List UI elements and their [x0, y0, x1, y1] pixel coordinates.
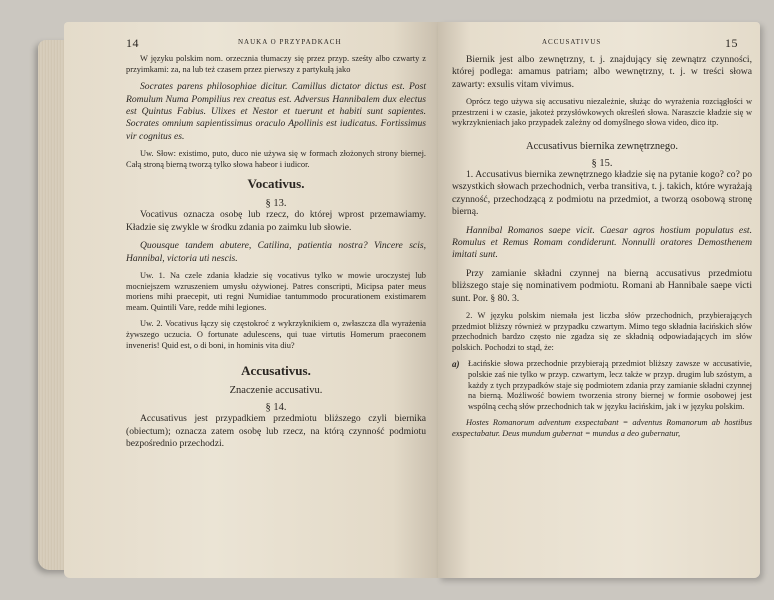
left-paragraph-5: Quousque tandem abutere, Catilina, patientia nostra? Vincere scis, Hannibal, victoria uti nescis. — [126, 240, 426, 264]
left-note-3: Uw. 2. Vocativus łączy się częstokroć z wykrzyknikiem o, zwłaszcza dla wyrażenia żywszego uczucia. O fortunate adulescens, qui tuae virtutis Homerum praeconem inveneris! Quid est, o di boni, in hominis vita diu? — [126, 319, 426, 350]
left-page — [64, 22, 438, 578]
list-item-a — [452, 359, 752, 412]
list-item-a-label: a) — [452, 359, 460, 370]
list-item-a-text: Łacińskie słowa przechodnie przybierają przedmiot bliższy zawsze w accusativie, polskie zaś nie tylko w przyp. czwartym, lecz także w przyp. drugim lub szóstym, a każdy z tych przypadków staje się podmiotem zdania przy zamianie składni czynnej na bierną. Możliwość bowiem tworzenia strony biernej w formie osobowej jest wspólną cechą słów przechodnich tak w języku łacińskim, jak i w języku polskim. — [468, 359, 752, 411]
right-paragraph-4: Hannibal Romanos saepe vicit. Caesar agros hostium populatus est. Romulus et Remus Romam condiderunt. Nonnulli oratores Demosthenem imitati sunt. — [452, 224, 752, 261]
left-page-number: 14 — [126, 36, 139, 50]
section-15: § 15. — [591, 158, 613, 169]
left-paragraph-8: Accusativus jest przypadkiem przedmiotu bliższego czyli biernika (obiectum); oznacza zatem osobę lub rzecz, na którą czynność podmiotu bezpośrednio przechodzi. — [126, 413, 426, 449]
accusativus-subheading: Znaczenie accusativu. — [229, 385, 323, 397]
left-page-header — [126, 36, 426, 54]
right-paragraph-1: Biernik jest albo zewnętrzny, t. j. znajdujący się zewnątrz czynności, której podlega: amamus patriam; albo wewnętrzny, t. j. w treści słowa zawarty: exsulis vitam vivimus. — [452, 54, 752, 90]
left-paragraph-2: Socrates parens philosophiae dicitur. Camillus dictator dictus est. Post Romulum Numa Pompilius rex creatus est. Adversus Hannibalem dux electus est Quintus Fabius. Ulixes et Nestor et tuerunt et habiti sunt sapientes. Socrates omnium sapientissimus oraculo Apollinis est iudicatus. Fortissimus vir cognitus es. — [126, 81, 426, 142]
open-book — [38, 22, 760, 578]
left-paragraph-4: Vocativus oznacza osobę lub rzecz, do której wprost przemawiamy. Kładzie się zwykle w środku zdania po zaimku lub słowie. — [126, 209, 426, 233]
left-running-head: NAUKA O PRZYPADKACH — [238, 38, 342, 46]
accusativus-heading: Accusativus. — [241, 363, 311, 379]
right-page-number: 15 — [725, 36, 738, 50]
right-paragraph-2: Oprócz tego używa się accusativu niezależnie, służąc do wyrażenia rozciągłości w przestrzeni i w czasie, jakoteż przysłówkowych określeń słowa. Naraszcie kładzie się w wykrzyknieniach jako przypadek zależny od domyślnego słowa video, dico itp. — [452, 97, 752, 128]
right-running-head: ACCUSATIVUS — [542, 38, 602, 46]
right-paragraph-7: Hostes Romanorum adventum exspectabant = adventus Romanorum ab hostibus exspectabatur. Deus mundum gubernat = mundus a deo gubernatur, — [452, 418, 752, 438]
right-page — [438, 22, 760, 578]
right-page-content — [452, 36, 752, 440]
left-note-2: Uw. 1. Na czele zdania kładzie się vocativus tylko w mowie uroczystej lub mocniejszem wzruszeniem umysłu ożywionej. Patres conscripti, Micipsa pater meus moriens mihi praecepit, uti regni Numidiae tantummodo procurationem existimarem meam. Quintili Vare, redde mihi legiones. — [126, 271, 426, 312]
right-paragraph-6: 2. W języku polskim niemała jest liczba słów przechodnich, przybierających przedmiot bliższy również w przypadku czwartym. Mimo tego składnia łacińskich słów przechodnich bardzo często nie zgadza się ze składnią odpowiadających im słów polskich. Pochodzi to stąd, że: — [452, 311, 752, 352]
right-paragraph-5: Przy zamianie składni czynnej na bierną accusativus przedmiotu bliższego staje się nominativem podmiotu. Romani ab Hannibale saepe victi sunt. Por. § 80. 3. — [452, 267, 752, 304]
right-subheading: Accusativus biernika zewnętrznego. — [526, 141, 678, 152]
section-14: § 14. — [265, 402, 287, 414]
right-paragraph-3: 1. Accusativus biernika zewnętrznego kładzie się na pytanie kogo? co? po wszystkich słowach przechodnich, verba transitiva, t. j. takich, które wyrażają czynność, przechodzącą z podmiotu na przedmiot, a tworzą osobową stronę bierną. — [452, 169, 752, 218]
right-page-header — [452, 36, 752, 54]
vocativus-heading: Vocativus. — [247, 176, 305, 192]
left-paragraph-1: W języku polskim nom. orzecznia tłumaczy się przez przyp. sześty albo czwarty z przyimkami: za, na lub też czasem przez pierwszy z partykułą jako — [126, 54, 426, 74]
section-13: § 13. — [265, 198, 287, 210]
left-note-1: Uw. Słow: existimo, puto, duco nie używa się w formach złożonych strony biernej. Całą stroną bierną tworzą tylko słowa habeor i iudicor. — [126, 149, 426, 169]
left-page-content — [126, 36, 426, 450]
